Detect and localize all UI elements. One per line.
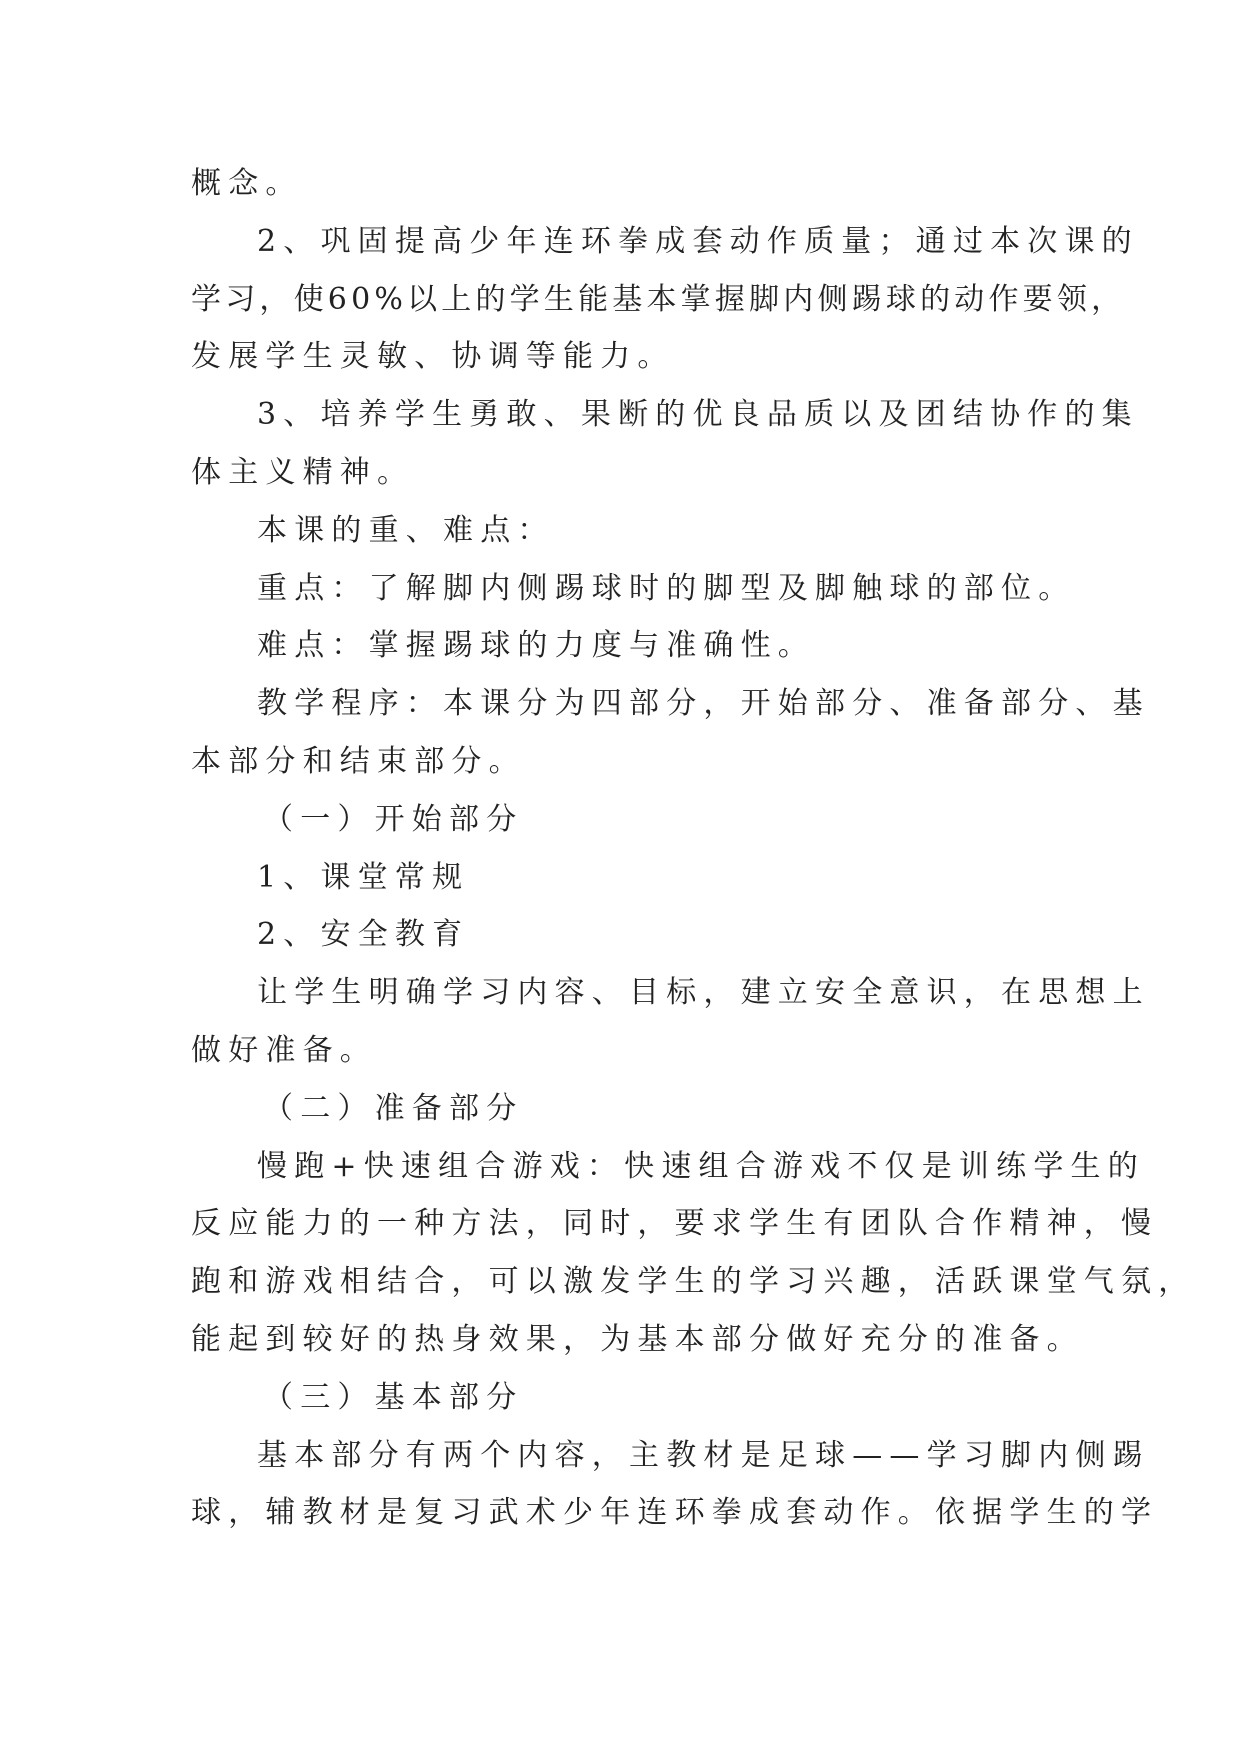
text-line: 做好准备。	[191, 1032, 377, 1068]
text-line: 反应能力的一种方法，同时，要求学生有团队合作精神，慢	[191, 1206, 1159, 1242]
text-line: 本部分和结束部分。	[191, 743, 526, 779]
text-line: 教学程序：本课分为四部分，开始部分、准备部分、基	[257, 686, 1150, 722]
document-body	[191, 155, 1196, 1542]
text-line: 能起到较好的热身效果，为基本部分做好充分的准备。	[191, 1321, 1084, 1357]
section-heading: （二）准备部分	[263, 1090, 524, 1126]
text-line: 球，辅教材是复习武术少年连环拳成套动作。依据学生的学	[191, 1495, 1159, 1531]
section-heading: （三）基本部分	[263, 1379, 524, 1415]
text-line: 概念。	[191, 166, 303, 201]
section-heading: 本课的重、难点：	[257, 512, 555, 548]
text-line: 学习，使60%以上的学生能基本掌握脚内侧踢球的动作要领，	[191, 281, 1126, 317]
text-line: 让学生明确学习内容、目标，建立安全意识，在思想上	[257, 975, 1150, 1011]
text-line: 难点：掌握踢球的力度与准确性。	[257, 628, 815, 664]
text-line: 3、培养学生勇敢、果断的优良品质以及团结协作的集	[257, 397, 1139, 433]
text-line: 1、课堂常规	[257, 859, 470, 895]
text-line: 重点：了解脚内侧踢球时的脚型及脚触球的部位。	[257, 570, 1076, 606]
text-line: 慢跑+快速组合游戏：快速组合游戏不仅是训练学生的	[257, 1148, 1145, 1184]
text-line: 跑和游戏相结合，可以激发学生的学习兴趣，活跃课堂气氛，	[191, 1264, 1196, 1300]
text-line: 基本部分有两个内容，主教材是足球——学习脚内侧踢	[257, 1437, 1150, 1473]
section-heading: （一）开始部分	[263, 801, 524, 837]
text-line: 2、巩固提高少年连环拳成套动作质量；通过本次课的	[257, 223, 1139, 259]
text-line: 体主义精神。	[191, 454, 415, 490]
text-line: 发展学生灵敏、协调等能力。	[191, 339, 675, 375]
text-line: 2、安全教育	[257, 917, 470, 953]
